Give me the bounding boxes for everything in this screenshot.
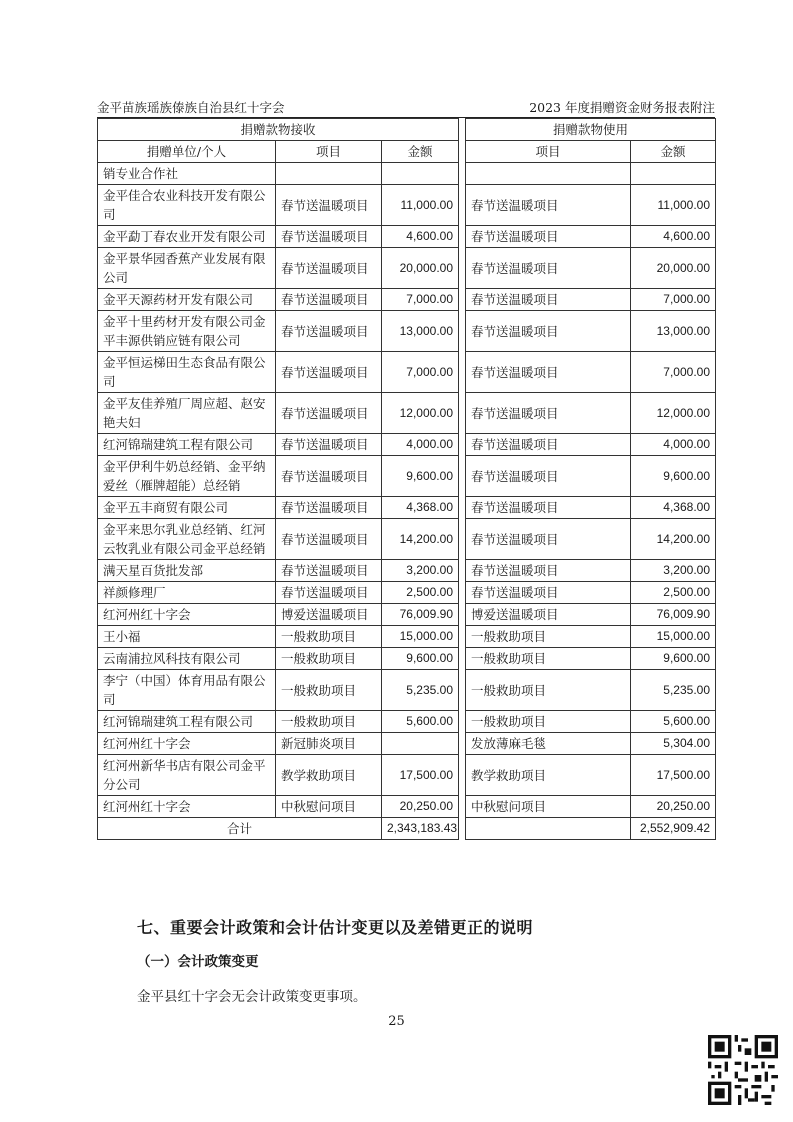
col-header-use-amount: 金额 bbox=[631, 141, 716, 163]
cell-amount: 20,000.00 bbox=[382, 248, 459, 289]
col-header-use-item: 项目 bbox=[466, 141, 631, 163]
cell-item: 春节送温暖项目 bbox=[276, 393, 382, 434]
header-report-title: 2023 年度捐赠资金财务报表附注 bbox=[529, 100, 715, 115]
column-gap bbox=[459, 497, 466, 519]
donation-table bbox=[97, 118, 716, 840]
cell-amount: 3,200.00 bbox=[382, 560, 459, 582]
col-header-item: 项目 bbox=[276, 141, 382, 163]
table-row bbox=[98, 163, 716, 185]
cell-use-item: 中秋慰问项目 bbox=[466, 796, 631, 818]
column-gap bbox=[459, 560, 466, 582]
column-gap bbox=[459, 185, 466, 226]
column-gap bbox=[459, 519, 466, 560]
cell-amount: 20,250.00 bbox=[382, 796, 459, 818]
column-gap bbox=[459, 755, 466, 796]
cell-donor: 李宁（中国）体育用品有限公司 bbox=[98, 670, 276, 711]
header-org-name: 金平苗族瑶族傣族自治县红十字会 bbox=[97, 100, 285, 115]
cell-amount: 7,000.00 bbox=[382, 352, 459, 393]
cell-amount: 4,600.00 bbox=[382, 226, 459, 248]
column-gap bbox=[459, 119, 466, 141]
column-gap bbox=[459, 711, 466, 733]
table-group-header-row bbox=[98, 119, 716, 141]
cell-use-item: 一般救助项目 bbox=[466, 670, 631, 711]
cell-use-amount: 7,000.00 bbox=[631, 289, 716, 311]
cell-use-amount bbox=[631, 163, 716, 185]
cell-use-amount: 2,500.00 bbox=[631, 582, 716, 604]
cell-item: 春节送温暖项目 bbox=[276, 456, 382, 497]
total-use-item bbox=[466, 818, 631, 840]
cell-use-amount: 4,368.00 bbox=[631, 497, 716, 519]
cell-use-item: 博爱送温暖项目 bbox=[466, 604, 631, 626]
column-gap bbox=[459, 796, 466, 818]
table-row bbox=[98, 311, 716, 352]
cell-use-amount: 14,200.00 bbox=[631, 519, 716, 560]
cell-amount: 5,235.00 bbox=[382, 670, 459, 711]
column-gap bbox=[459, 248, 466, 289]
cell-use-amount: 76,009.90 bbox=[631, 604, 716, 626]
table-row bbox=[98, 456, 716, 497]
cell-donor: 金平佳合农业科技开发有限公司 bbox=[98, 185, 276, 226]
cell-amount: 4,000.00 bbox=[382, 434, 459, 456]
cell-amount: 14,200.00 bbox=[382, 519, 459, 560]
cell-amount: 5,600.00 bbox=[382, 711, 459, 733]
cell-item: 中秋慰问项目 bbox=[276, 796, 382, 818]
cell-donor: 金平景华园香蕉产业发展有限公司 bbox=[98, 248, 276, 289]
column-gap bbox=[459, 352, 466, 393]
total-receive: 2,343,183.43 bbox=[382, 818, 459, 840]
cell-item: 春节送温暖项目 bbox=[276, 519, 382, 560]
cell-item: 春节送温暖项目 bbox=[276, 497, 382, 519]
cell-use-item: 春节送温暖项目 bbox=[466, 560, 631, 582]
cell-use-item: 春节送温暖项目 bbox=[466, 434, 631, 456]
cell-donor: 云南浦拉风科技有限公司 bbox=[98, 648, 276, 670]
group-use-header: 捐赠款物使用 bbox=[466, 119, 716, 141]
cell-item: 春节送温暖项目 bbox=[276, 582, 382, 604]
cell-use-amount: 9,600.00 bbox=[631, 456, 716, 497]
table-row bbox=[98, 497, 716, 519]
cell-use-amount: 15,000.00 bbox=[631, 626, 716, 648]
cell-item: 春节送温暖项目 bbox=[276, 248, 382, 289]
cell-use-amount: 5,600.00 bbox=[631, 711, 716, 733]
cell-use-amount: 20,000.00 bbox=[631, 248, 716, 289]
cell-item: 春节送温暖项目 bbox=[276, 560, 382, 582]
col-header-amount: 金额 bbox=[382, 141, 459, 163]
cell-use-amount: 5,304.00 bbox=[631, 733, 716, 755]
cell-use-item: 春节送温暖项目 bbox=[466, 456, 631, 497]
column-gap bbox=[459, 289, 466, 311]
cell-amount: 7,000.00 bbox=[382, 289, 459, 311]
cell-use-item: 春节送温暖项目 bbox=[466, 582, 631, 604]
table-row bbox=[98, 434, 716, 456]
cell-item: 一般救助项目 bbox=[276, 626, 382, 648]
cell-amount: 12,000.00 bbox=[382, 393, 459, 434]
cell-donor: 金平天源药材开发有限公司 bbox=[98, 289, 276, 311]
cell-amount: 9,600.00 bbox=[382, 456, 459, 497]
cell-item: 一般救助项目 bbox=[276, 711, 382, 733]
cell-amount: 76,009.90 bbox=[382, 604, 459, 626]
cell-donor: 金平五丰商贸有限公司 bbox=[98, 497, 276, 519]
cell-donor: 金平十里药材开发有限公司金平丰源供销应链有限公司 bbox=[98, 311, 276, 352]
table-row bbox=[98, 582, 716, 604]
table-row bbox=[98, 248, 716, 289]
total-label: 合计 bbox=[98, 818, 382, 840]
column-gap bbox=[459, 818, 466, 840]
column-gap bbox=[459, 141, 466, 163]
cell-amount bbox=[382, 733, 459, 755]
table-row bbox=[98, 289, 716, 311]
cell-use-amount: 3,200.00 bbox=[631, 560, 716, 582]
cell-donor: 王小福 bbox=[98, 626, 276, 648]
total-use: 2,552,909.42 bbox=[631, 818, 716, 840]
cell-amount: 9,600.00 bbox=[382, 648, 459, 670]
table-row bbox=[98, 604, 716, 626]
cell-item bbox=[276, 163, 382, 185]
column-gap bbox=[459, 311, 466, 352]
cell-use-item: 春节送温暖项目 bbox=[466, 393, 631, 434]
table-row bbox=[98, 796, 716, 818]
column-gap bbox=[459, 670, 466, 711]
cell-use-amount: 12,000.00 bbox=[631, 393, 716, 434]
cell-donor: 满天星百货批发部 bbox=[98, 560, 276, 582]
cell-item: 春节送温暖项目 bbox=[276, 434, 382, 456]
table-total-row bbox=[98, 818, 716, 840]
cell-use-item: 一般救助项目 bbox=[466, 626, 631, 648]
cell-item: 春节送温暖项目 bbox=[276, 352, 382, 393]
cell-donor: 金平伊利牛奶总经销、金平纳爱丝（雁牌超能）总经销 bbox=[98, 456, 276, 497]
page-header bbox=[97, 95, 715, 118]
group-receive-header: 捐赠款物接收 bbox=[98, 119, 459, 141]
cell-donor: 金平友佳养殖厂周应超、赵安艳夫妇 bbox=[98, 393, 276, 434]
table-row bbox=[98, 560, 716, 582]
column-gap bbox=[459, 648, 466, 670]
cell-item: 春节送温暖项目 bbox=[276, 185, 382, 226]
cell-donor: 红河州红十字会 bbox=[98, 733, 276, 755]
cell-use-amount: 4,600.00 bbox=[631, 226, 716, 248]
cell-donor: 红河锦瑞建筑工程有限公司 bbox=[98, 434, 276, 456]
section-title: 七、重要会计政策和会计估计变更以及差错更正的说明 bbox=[137, 918, 534, 937]
cell-donor: 销专业合作社 bbox=[98, 163, 276, 185]
cell-use-item: 春节送温暖项目 bbox=[466, 248, 631, 289]
cell-item: 一般救助项目 bbox=[276, 648, 382, 670]
cell-donor: 金平勐丁春农业开发有限公司 bbox=[98, 226, 276, 248]
cell-use-amount: 20,250.00 bbox=[631, 796, 716, 818]
cell-use-amount: 7,000.00 bbox=[631, 352, 716, 393]
cell-donor: 金平来思尔乳业总经销、红河云牧乳业有限公司金平总经销 bbox=[98, 519, 276, 560]
section-paragraph: 金平县红十字会无会计政策变更事项。 bbox=[137, 989, 367, 1005]
cell-amount: 11,000.00 bbox=[382, 185, 459, 226]
qr-code-icon bbox=[708, 1035, 778, 1105]
cell-use-item: 春节送温暖项目 bbox=[466, 289, 631, 311]
column-gap bbox=[459, 733, 466, 755]
cell-item: 春节送温暖项目 bbox=[276, 311, 382, 352]
table-row bbox=[98, 670, 716, 711]
cell-use-amount: 4,000.00 bbox=[631, 434, 716, 456]
cell-donor: 红河州红十字会 bbox=[98, 796, 276, 818]
table-row bbox=[98, 733, 716, 755]
cell-item: 教学救助项目 bbox=[276, 755, 382, 796]
table-row bbox=[98, 185, 716, 226]
section-subtitle: （一）会计政策变更 bbox=[137, 954, 259, 970]
cell-donor: 祥颜修理厂 bbox=[98, 582, 276, 604]
column-gap bbox=[459, 604, 466, 626]
cell-donor: 金平恒运梯田生态食品有限公司 bbox=[98, 352, 276, 393]
cell-use-amount: 11,000.00 bbox=[631, 185, 716, 226]
cell-use-item bbox=[466, 163, 631, 185]
col-header-donor: 捐赠单位/个人 bbox=[98, 141, 276, 163]
cell-amount: 4,368.00 bbox=[382, 497, 459, 519]
table-row bbox=[98, 226, 716, 248]
cell-use-item: 春节送温暖项目 bbox=[466, 352, 631, 393]
cell-amount bbox=[382, 163, 459, 185]
cell-use-amount: 9,600.00 bbox=[631, 648, 716, 670]
cell-use-item: 春节送温暖项目 bbox=[466, 519, 631, 560]
cell-use-item: 春节送温暖项目 bbox=[466, 497, 631, 519]
cell-use-amount: 17,500.00 bbox=[631, 755, 716, 796]
table-row bbox=[98, 352, 716, 393]
table-row bbox=[98, 711, 716, 733]
cell-use-item: 春节送温暖项目 bbox=[466, 226, 631, 248]
cell-use-item: 春节送温暖项目 bbox=[466, 311, 631, 352]
cell-amount: 2,500.00 bbox=[382, 582, 459, 604]
column-gap bbox=[459, 456, 466, 497]
table-row bbox=[98, 648, 716, 670]
cell-use-item: 教学救助项目 bbox=[466, 755, 631, 796]
cell-amount: 13,000.00 bbox=[382, 311, 459, 352]
column-gap bbox=[459, 393, 466, 434]
cell-use-item: 春节送温暖项目 bbox=[466, 185, 631, 226]
cell-item: 春节送温暖项目 bbox=[276, 226, 382, 248]
cell-use-item: 一般救助项目 bbox=[466, 711, 631, 733]
cell-use-item: 发放薄麻毛毯 bbox=[466, 733, 631, 755]
column-gap bbox=[459, 226, 466, 248]
cell-item: 新冠肺炎项目 bbox=[276, 733, 382, 755]
cell-item: 博爱送温暖项目 bbox=[276, 604, 382, 626]
cell-amount: 15,000.00 bbox=[382, 626, 459, 648]
table-row bbox=[98, 755, 716, 796]
cell-donor: 红河州新华书店有限公司金平分公司 bbox=[98, 755, 276, 796]
cell-use-item: 一般救助项目 bbox=[466, 648, 631, 670]
table-row bbox=[98, 626, 716, 648]
column-gap bbox=[459, 163, 466, 185]
cell-amount: 17,500.00 bbox=[382, 755, 459, 796]
cell-use-amount: 13,000.00 bbox=[631, 311, 716, 352]
column-gap bbox=[459, 582, 466, 604]
page-number: 25 bbox=[388, 1014, 405, 1029]
table-column-header-row bbox=[98, 141, 716, 163]
cell-donor: 红河州红十字会 bbox=[98, 604, 276, 626]
cell-item: 春节送温暖项目 bbox=[276, 289, 382, 311]
cell-use-amount: 5,235.00 bbox=[631, 670, 716, 711]
cell-item: 一般救助项目 bbox=[276, 670, 382, 711]
cell-donor: 红河锦瑞建筑工程有限公司 bbox=[98, 711, 276, 733]
table-row bbox=[98, 393, 716, 434]
column-gap bbox=[459, 626, 466, 648]
table-row bbox=[98, 519, 716, 560]
column-gap bbox=[459, 434, 466, 456]
